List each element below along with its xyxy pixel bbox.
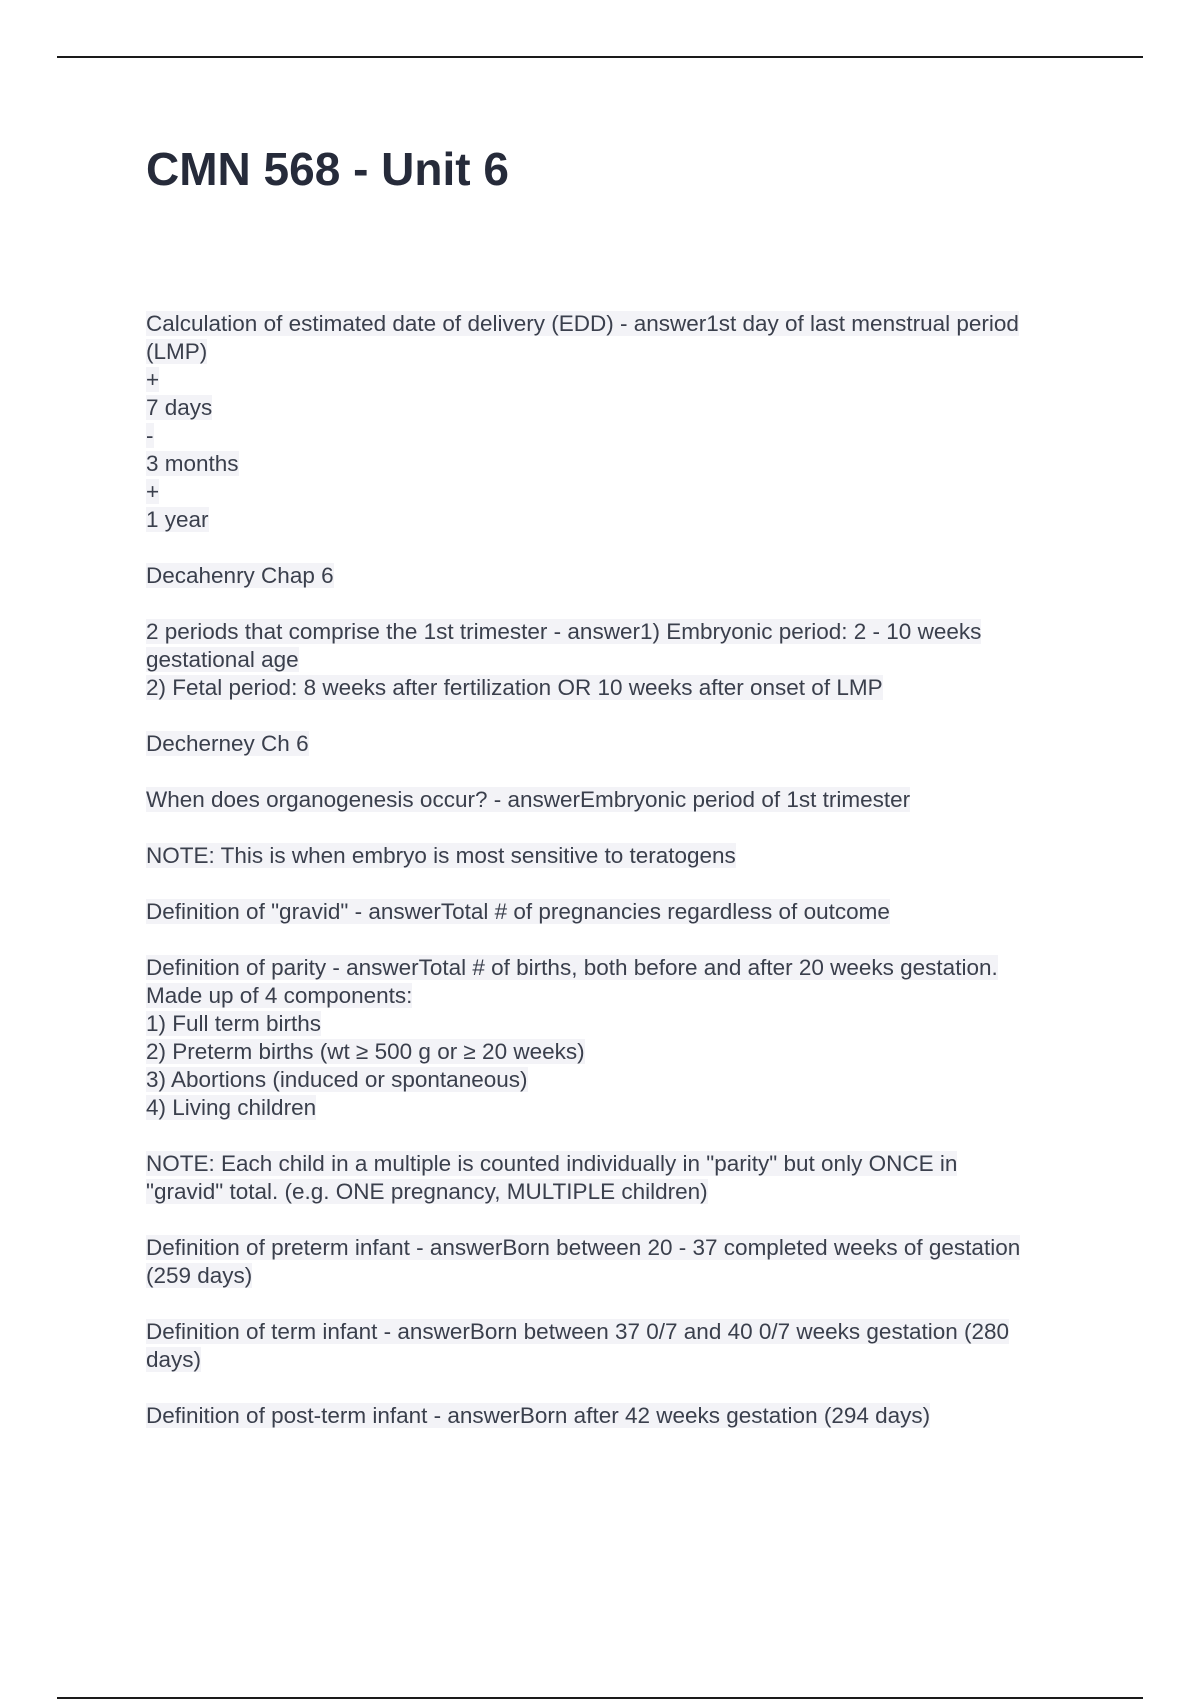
text-line	[146, 1150, 1096, 1178]
text-line	[146, 646, 1096, 674]
text-line	[146, 1234, 1096, 1262]
text-line-content: (LMP)	[146, 339, 208, 364]
flashcard-block	[146, 730, 1096, 758]
text-line	[146, 730, 1096, 758]
text-line	[146, 898, 1096, 926]
text-line-content: Made up of 4 components:	[146, 983, 413, 1008]
text-line-content: Definition of parity - answerTotal # of births, both before and after 20 weeks gestation.	[146, 955, 998, 980]
text-line-content: days)	[146, 1347, 202, 1372]
text-line	[146, 842, 1096, 870]
text-line-content: NOTE: This is when embryo is most sensitive to teratogens	[146, 843, 736, 868]
text-line	[146, 1010, 1096, 1038]
text-line	[146, 422, 1096, 450]
text-line-content: Decherney Ch 6	[146, 731, 309, 756]
text-line-content: 1) Full term births	[146, 1011, 322, 1036]
text-line-content: gestational age	[146, 647, 299, 672]
text-line	[146, 1402, 1096, 1430]
text-line-content: Definition of "gravid" - answerTotal # of pregnancies regardless of outcome	[146, 899, 890, 924]
text-line-content: 4) Living children	[146, 1095, 317, 1120]
text-line-content: +	[146, 367, 160, 392]
text-line-content: 2) Fetal period: 8 weeks after fertilization OR 10 weeks after onset of LMP	[146, 675, 883, 700]
text-line-content: Decahenry Chap 6	[146, 563, 334, 588]
text-line-content: Definition of term infant - answerBorn between 37 0/7 and 40 0/7 weeks gestation (280	[146, 1319, 1010, 1344]
text-line	[146, 310, 1096, 338]
text-line	[146, 1346, 1096, 1374]
text-line	[146, 366, 1096, 394]
text-line-content: 3) Abortions (induced or spontaneous)	[146, 1067, 528, 1092]
top-rule	[57, 56, 1143, 58]
text-line	[146, 618, 1096, 646]
text-line-content: Calculation of estimated date of delivery (EDD) - answer1st day of last menstrual period	[146, 311, 1019, 336]
text-line	[146, 450, 1096, 478]
text-line	[146, 1038, 1096, 1066]
text-line-content: 2 periods that comprise the 1st trimester - answer1) Embryonic period: 2 - 10 weeks	[146, 619, 982, 644]
text-line	[146, 1066, 1096, 1094]
document-body	[146, 310, 1096, 1458]
text-line	[146, 562, 1096, 590]
text-line-content: +	[146, 479, 160, 504]
flashcard-block	[146, 898, 1096, 926]
text-line-content: NOTE: Each child in a multiple is counted individually in "parity" but only ONCE in	[146, 1151, 958, 1176]
text-line	[146, 1178, 1096, 1206]
flashcard-block	[146, 562, 1096, 590]
text-line	[146, 674, 1096, 702]
text-line	[146, 478, 1096, 506]
flashcard-block	[146, 954, 1096, 1122]
text-line	[146, 506, 1096, 534]
flashcard-block	[146, 1318, 1096, 1374]
bottom-rule	[57, 1697, 1143, 1699]
flashcard-block	[146, 1234, 1096, 1290]
text-line-content: (259 days)	[146, 1263, 253, 1288]
text-line-content: 2) Preterm births (wt ≥ 500 g or ≥ 20 weeks)	[146, 1039, 585, 1064]
flashcard-block	[146, 786, 1096, 814]
flashcard-block	[146, 310, 1096, 534]
text-line	[146, 394, 1096, 422]
flashcard-block	[146, 1150, 1096, 1206]
text-line	[146, 1262, 1096, 1290]
flashcard-block	[146, 842, 1096, 870]
text-line-content: 1 year	[146, 507, 209, 532]
flashcard-block	[146, 618, 1096, 702]
text-line-content: "gravid" total. (e.g. ONE pregnancy, MULTIPLE children)	[146, 1179, 708, 1204]
page-title: CMN 568 - Unit 6	[146, 143, 509, 195]
text-line	[146, 1318, 1096, 1346]
text-line-content: 3 months	[146, 451, 239, 476]
flashcard-block	[146, 1402, 1096, 1430]
text-line-content: Definition of preterm infant - answerBorn between 20 - 37 completed weeks of gestation	[146, 1235, 1021, 1260]
text-line	[146, 982, 1096, 1010]
text-line-content: When does organogenesis occur? - answerEmbryonic period of 1st trimester	[146, 787, 911, 812]
text-line-content: Definition of post-term infant - answerBorn after 42 weeks gestation (294 days)	[146, 1403, 931, 1428]
text-line	[146, 954, 1096, 982]
text-line	[146, 338, 1096, 366]
text-line	[146, 786, 1096, 814]
text-line	[146, 1094, 1096, 1122]
text-line-content: 7 days	[146, 395, 213, 420]
text-line-content: -	[146, 423, 154, 448]
